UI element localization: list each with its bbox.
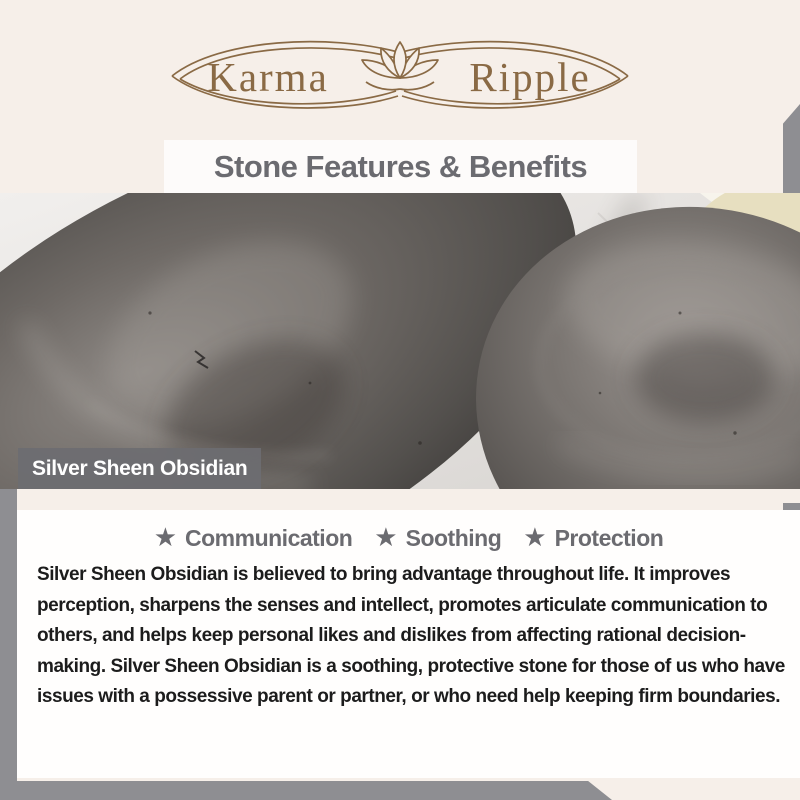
feature-protection [523,522,664,552]
feature-label: Soothing [405,524,502,551]
feature-communication [153,522,353,552]
stone-name-badge: Silver Sheen Obsidian [18,448,261,489]
ribbon-bottom [0,781,612,800]
brand-word-left: Karma [207,54,329,100]
section-heading-box [164,140,637,193]
feature-soothing [374,522,502,552]
feature-label: Protection [554,524,664,551]
description-panel [17,510,800,778]
lotus-swoosh-logo-graphic [150,34,650,118]
obsidian-stones-image [0,193,800,489]
ribbon-left [0,489,17,800]
stone-photo [0,193,800,489]
ribbon-top-right [783,104,800,193]
page-title: Stone Features & Benefits [213,148,588,184]
star-icon: ★ [374,522,398,552]
brand-logo [150,34,650,118]
lotus-icon [362,42,438,90]
brand-word-right: Ripple [469,54,591,100]
feature-list [17,520,800,556]
star-icon: ★ [153,522,178,552]
feature-label: Communication [185,524,353,551]
star-icon: ★ [523,522,547,552]
stone-description-text: Silver Sheen Obsidian is believed to bring advantage throughout life. It improves perception, sharpens the senses and intellect, promotes articulate communication to others, and helps keep personal likes and dislikes from affecting rational decision-making. Silver Sheen Obsidian is a soothing, protective stone for those of us who have issues with a possessive parent or partner, or who need help keeping firm boundaries. [37,564,785,707]
